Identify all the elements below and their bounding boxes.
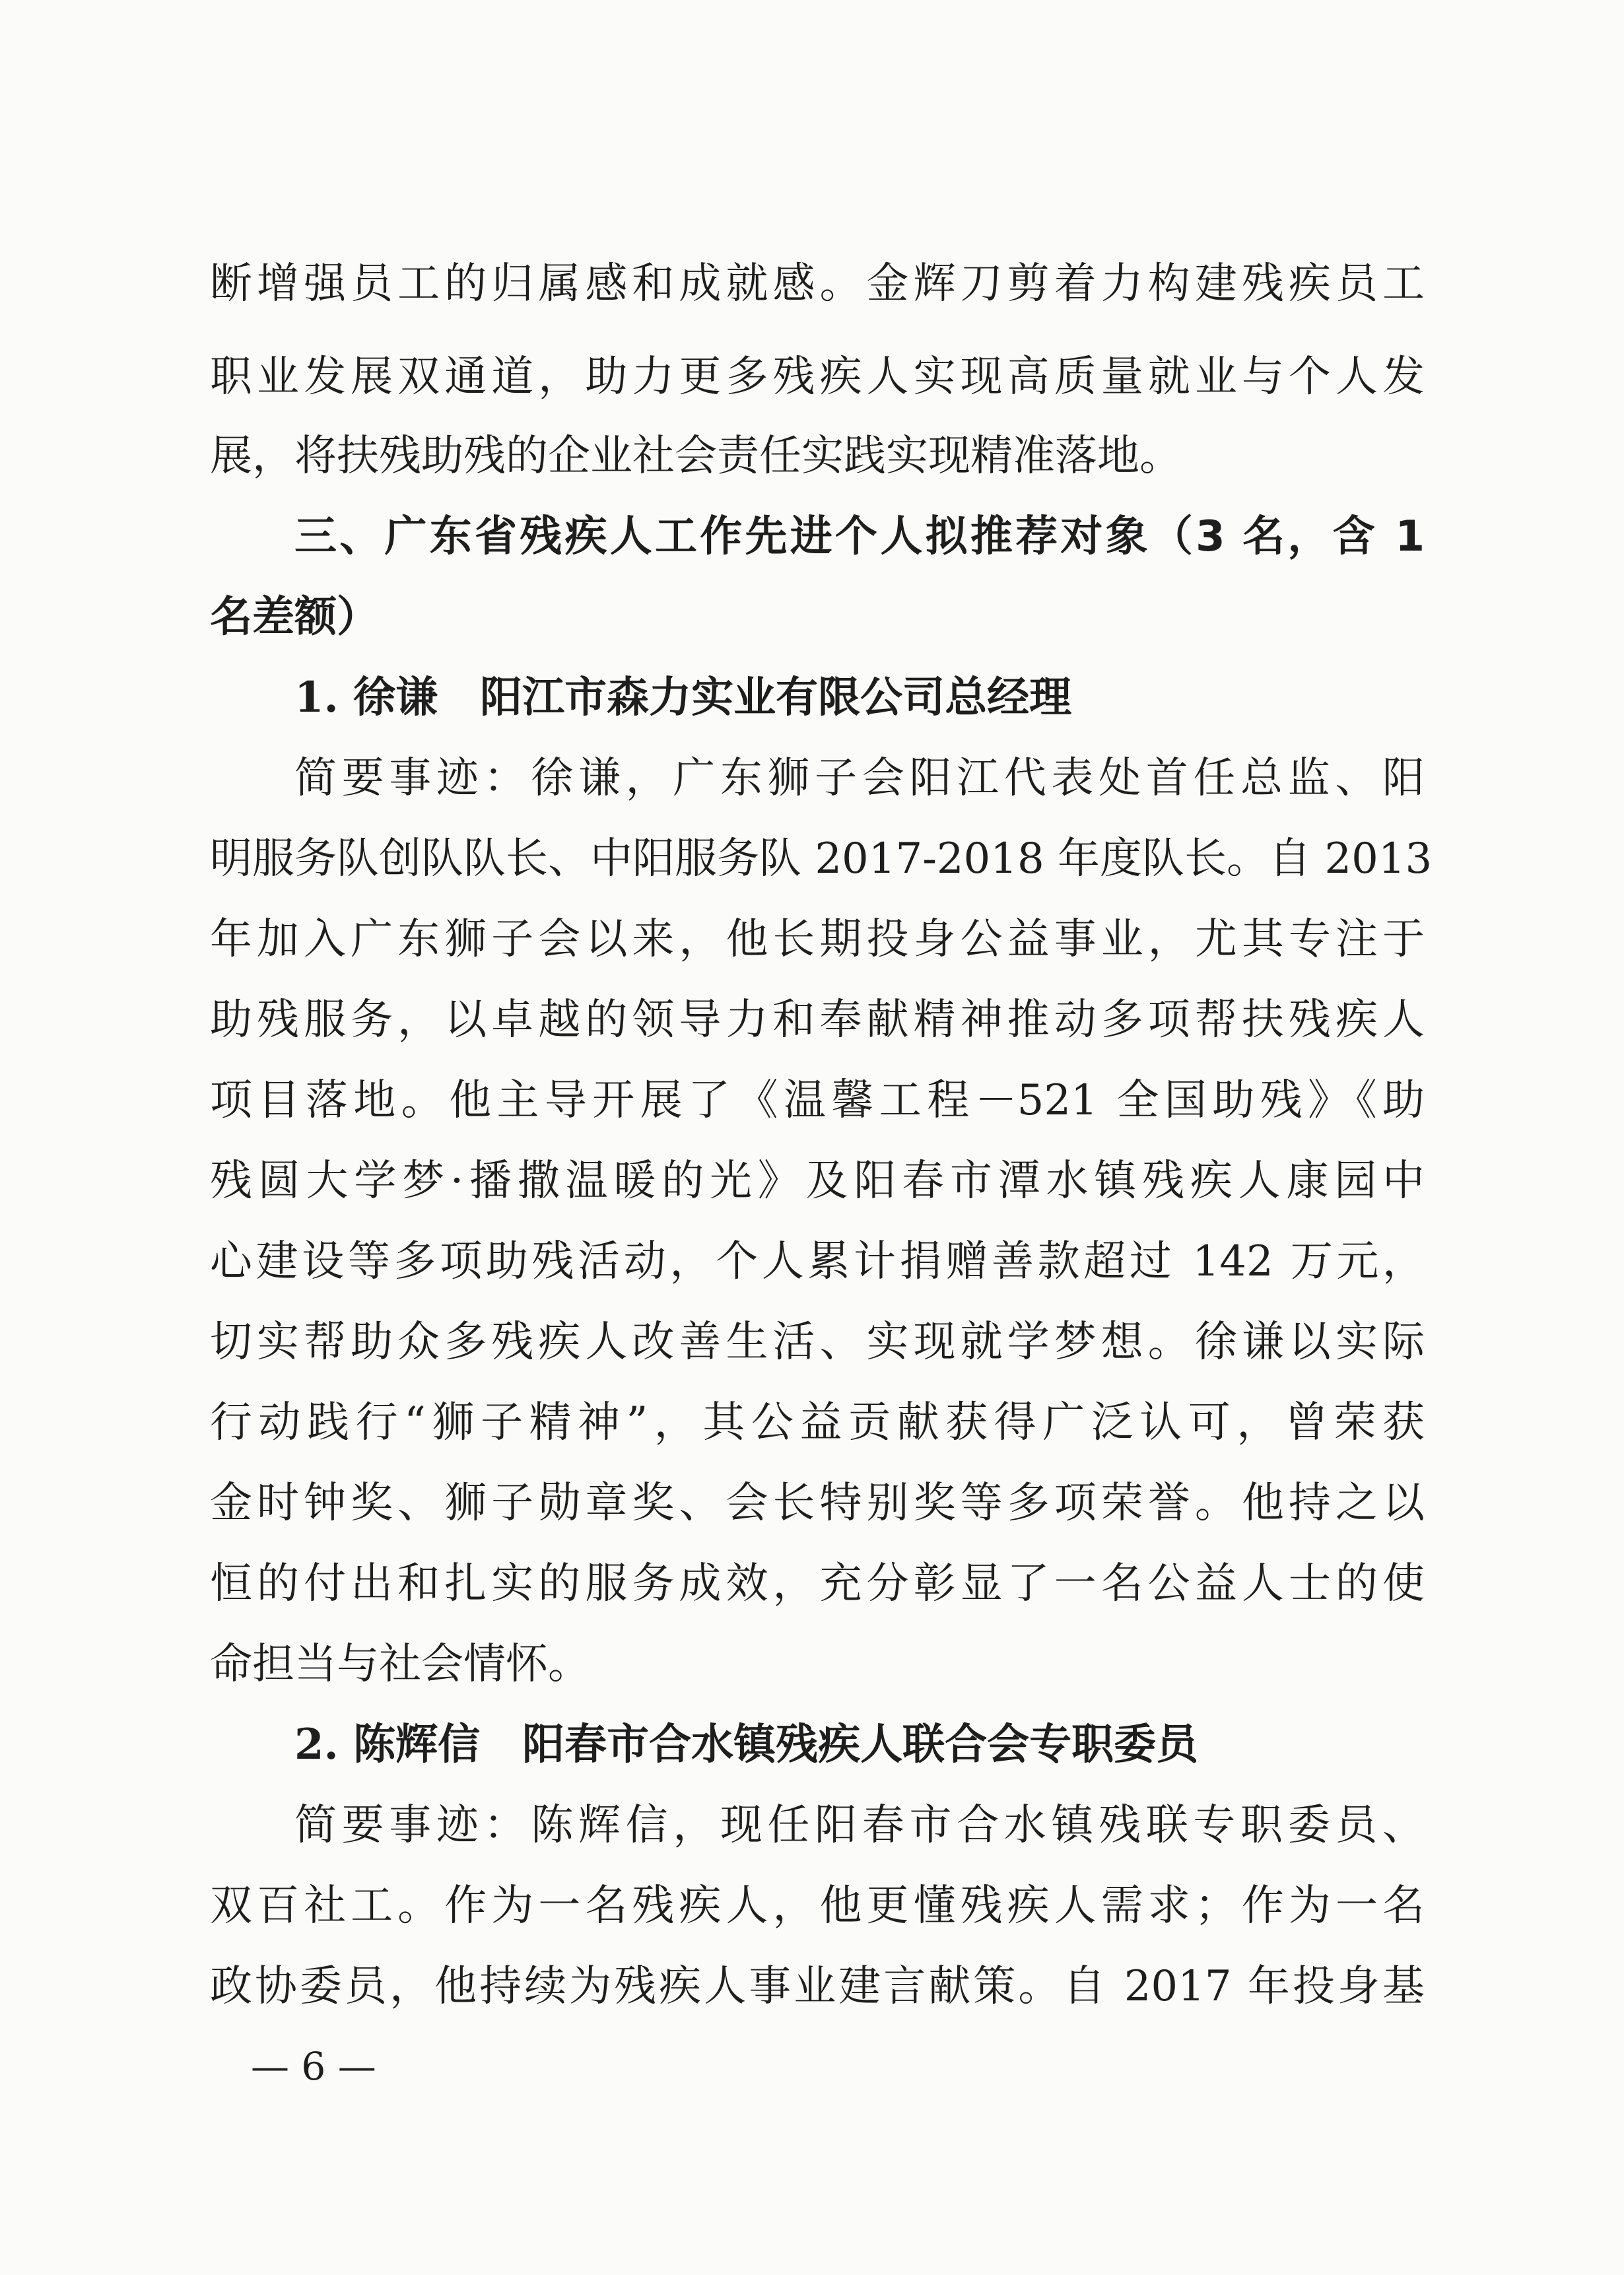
nominee-heading-1: 1. 徐谦 阳江市森力实业有限公司总经理 [294,673,1072,722]
body-text-line: 断增强员工的归属感和成就感。金辉刀剪着力构建残疾员工 [210,259,1425,308]
body-text-line: 金时钟奖、狮子勋章奖、会长特别奖等多项荣誉。他持之以 [210,1479,1425,1528]
body-text-line: 命担当与社会情怀。 [210,1640,590,1689]
body-text-line: 助残服务，以卓越的领导力和奉献精神推动多项帮扶残疾人 [210,996,1425,1044]
body-text-line: 简要事迹：陈辉信，现任阳春市合水镇残联专职委员、 [294,1801,1425,1850]
body-text-line: 行动践行“狮子精神”，其公益贡献获得广泛认可，曾荣获 [210,1398,1425,1447]
body-text-line: 切实帮助众多残疾人改善生活、实现就学梦想。徐谦以实际 [210,1318,1425,1367]
body-text-line: 恒的付出和扎实的服务成效，充分彰显了一名公益人士的使 [210,1559,1425,1608]
nominee-heading-2: 2. 陈辉信 阳春市合水镇残疾人联合会专职委员 [294,1720,1199,1769]
body-text-line: 职业发展双通道，助力更多残疾人实现高质量就业与个人发 [210,353,1425,401]
body-text-line: 明服务队创队队长、中阳服务队 2017-2018 年度队长。自 2013 [210,834,1433,883]
body-text-line: 政协委员，他持续为残疾人事业建言献策。自 2017 年投身基 [210,1962,1425,2011]
body-text-line: 年加入广东狮子会以来，他长期投身公益事业，尤其专注于 [210,915,1425,964]
section-heading-continued: 名差额） [210,593,379,642]
section-heading: 三、广东省残疾人工作先进个人拟推荐对象（3 名，含 1 [294,512,1425,561]
body-text-line: 项目落地。他主导开展了《温馨工程－521 全国助残》《助 [210,1076,1425,1125]
body-text-line: 简要事迹：徐谦，广东狮子会阳江代表处首任总监、阳 [294,754,1425,803]
page-number: — 6 — [251,2044,376,2089]
body-text-line: 残圆大学梦·播撒温暖的光》及阳春市潭水镇残疾人康园中 [210,1157,1425,1205]
body-text-line: 展，将扶残助残的企业社会责任实践实现精准落地。 [210,432,1182,481]
body-text-line: 双百社工。作为一名残疾人，他更懂残疾人需求；作为一名 [210,1882,1425,1930]
body-text-line: 心建设等多项助残活动，个人累计捐赠善款超过 142 万元， [210,1237,1425,1286]
